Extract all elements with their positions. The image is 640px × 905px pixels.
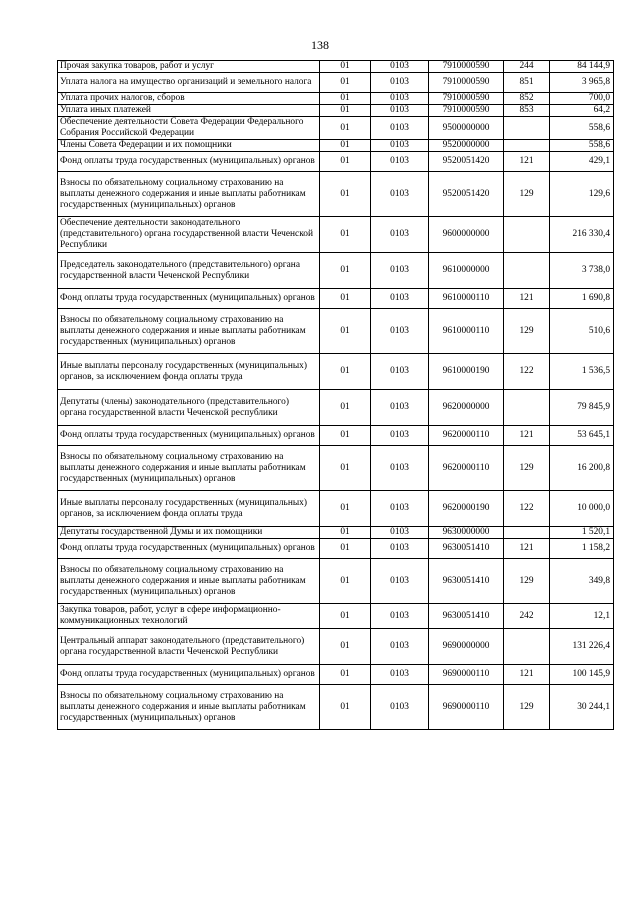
table-row <box>58 140 614 152</box>
cell-amount: 10 000,0 <box>550 491 614 527</box>
cell-name: Члены Совета Федерации и их помощники <box>58 140 320 152</box>
cell-expense-type: 121 <box>504 665 550 685</box>
cell-expense-type: 852 <box>504 93 550 105</box>
cell-name: Обеспечение деятельности Совета Федерации Федерального Собрания Российской Федерации <box>58 117 320 140</box>
cell-target-article: 9630000000 <box>429 527 504 539</box>
cell-subsection: 0103 <box>371 685 429 730</box>
cell-amount: 64,2 <box>550 105 614 117</box>
table-row <box>58 289 614 309</box>
cell-subsection: 0103 <box>371 73 429 93</box>
cell-subsection: 0103 <box>371 172 429 217</box>
cell-expense-type <box>504 390 550 426</box>
cell-section: 01 <box>320 117 371 140</box>
cell-amount: 16 200,8 <box>550 446 614 491</box>
cell-subsection: 0103 <box>371 309 429 354</box>
cell-name: Фонд оплаты труда государственных (муниципальных) органов <box>58 152 320 172</box>
cell-amount: 558,6 <box>550 140 614 152</box>
cell-section: 01 <box>320 629 371 665</box>
cell-section: 01 <box>320 527 371 539</box>
cell-expense-type: 129 <box>504 172 550 217</box>
cell-subsection: 0103 <box>371 527 429 539</box>
cell-amount: 429,1 <box>550 152 614 172</box>
cell-section: 01 <box>320 105 371 117</box>
cell-amount: 3 965,8 <box>550 73 614 93</box>
cell-amount: 700,0 <box>550 93 614 105</box>
cell-target-article: 9620000110 <box>429 446 504 491</box>
cell-target-article: 9620000190 <box>429 491 504 527</box>
cell-amount: 131 226,4 <box>550 629 614 665</box>
cell-target-article: 7910000590 <box>429 93 504 105</box>
cell-target-article: 9610000190 <box>429 354 504 390</box>
table-row <box>58 61 614 73</box>
cell-expense-type: 121 <box>504 426 550 446</box>
cell-name: Взносы по обязательному социальному страхованию на выплаты денежного содержания и иные выплаты работникам государственных (муниципальных) органов <box>58 446 320 491</box>
cell-amount: 3 738,0 <box>550 253 614 289</box>
cell-name: Председатель законодательного (представительного) органа государственной власти Чеченской Республики <box>58 253 320 289</box>
table-row <box>58 73 614 93</box>
cell-subsection: 0103 <box>371 217 429 253</box>
cell-subsection: 0103 <box>371 117 429 140</box>
cell-amount: 53 645,1 <box>550 426 614 446</box>
cell-target-article: 9610000110 <box>429 309 504 354</box>
cell-amount: 100 145,9 <box>550 665 614 685</box>
cell-name: Фонд оплаты труда государственных (муниципальных) органов <box>58 289 320 309</box>
table-row <box>58 309 614 354</box>
table-row <box>58 105 614 117</box>
cell-amount: 216 330,4 <box>550 217 614 253</box>
cell-expense-type: 129 <box>504 446 550 491</box>
cell-subsection: 0103 <box>371 539 429 559</box>
cell-subsection: 0103 <box>371 354 429 390</box>
cell-name: Иные выплаты персоналу государственных (муниципальных) органов, за исключением фонда оплаты труда <box>58 354 320 390</box>
cell-amount: 558,6 <box>550 117 614 140</box>
table-row <box>58 93 614 105</box>
cell-subsection: 0103 <box>371 629 429 665</box>
cell-target-article: 9610000110 <box>429 289 504 309</box>
cell-expense-type: 129 <box>504 309 550 354</box>
table-row <box>58 253 614 289</box>
cell-amount: 30 244,1 <box>550 685 614 730</box>
cell-section: 01 <box>320 604 371 629</box>
cell-section: 01 <box>320 253 371 289</box>
table-row <box>58 685 614 730</box>
cell-target-article: 9630051410 <box>429 604 504 629</box>
cell-target-article: 7910000590 <box>429 105 504 117</box>
cell-amount: 1 520,1 <box>550 527 614 539</box>
cell-name: Иные выплаты персоналу государственных (муниципальных) органов, за исключением фонда оплаты труда <box>58 491 320 527</box>
cell-amount: 1 690,8 <box>550 289 614 309</box>
cell-section: 01 <box>320 426 371 446</box>
cell-expense-type: 242 <box>504 604 550 629</box>
page-number: 138 <box>311 38 329 52</box>
cell-section: 01 <box>320 61 371 73</box>
budget-table-body <box>58 61 614 730</box>
cell-target-article: 9500000000 <box>429 117 504 140</box>
cell-name: Прочая закупка товаров, работ и услуг <box>58 61 320 73</box>
cell-subsection: 0103 <box>371 390 429 426</box>
cell-name: Обеспечение деятельности законодательного (представительного) органа государственной власти Чеченской Республики <box>58 217 320 253</box>
cell-section: 01 <box>320 685 371 730</box>
cell-name: Уплата налога на имущество организаций и земельного налога <box>58 73 320 93</box>
cell-expense-type <box>504 629 550 665</box>
table-row <box>58 446 614 491</box>
cell-expense-type: 122 <box>504 354 550 390</box>
cell-amount: 1 158,2 <box>550 539 614 559</box>
cell-section: 01 <box>320 665 371 685</box>
cell-section: 01 <box>320 93 371 105</box>
cell-expense-type <box>504 117 550 140</box>
cell-name: Взносы по обязательному социальному страхованию на выплаты денежного содержания и иные выплаты работникам государственных (муниципальных) органов <box>58 172 320 217</box>
table-row <box>58 629 614 665</box>
cell-target-article: 9600000000 <box>429 217 504 253</box>
cell-section: 01 <box>320 73 371 93</box>
cell-target-article: 9620000110 <box>429 426 504 446</box>
table-row <box>58 117 614 140</box>
cell-name: Уплата прочих налогов, сборов <box>58 93 320 105</box>
cell-name: Депутаты (члены) законодательного (представительного) органа государственной власти Чеченской республики <box>58 390 320 426</box>
cell-expense-type <box>504 217 550 253</box>
cell-target-article: 9690000110 <box>429 665 504 685</box>
cell-name: Фонд оплаты труда государственных (муниципальных) органов <box>58 539 320 559</box>
table-row <box>58 527 614 539</box>
budget-table <box>57 60 614 730</box>
cell-amount: 349,8 <box>550 559 614 604</box>
cell-section: 01 <box>320 152 371 172</box>
cell-amount: 510,6 <box>550 309 614 354</box>
table-row <box>58 390 614 426</box>
cell-subsection: 0103 <box>371 604 429 629</box>
cell-expense-type: 851 <box>504 73 550 93</box>
table-row <box>58 604 614 629</box>
cell-section: 01 <box>320 354 371 390</box>
cell-section: 01 <box>320 491 371 527</box>
cell-amount: 1 536,5 <box>550 354 614 390</box>
cell-name: Взносы по обязательному социальному страхованию на выплаты денежного содержания и иные выплаты работникам государственных (муниципальных) органов <box>58 685 320 730</box>
cell-subsection: 0103 <box>371 289 429 309</box>
cell-expense-type: 121 <box>504 152 550 172</box>
cell-expense-type: 853 <box>504 105 550 117</box>
cell-section: 01 <box>320 539 371 559</box>
cell-target-article: 9520051420 <box>429 172 504 217</box>
cell-target-article: 9520051420 <box>429 152 504 172</box>
table-row <box>58 354 614 390</box>
cell-expense-type <box>504 527 550 539</box>
cell-amount: 79 845,9 <box>550 390 614 426</box>
cell-subsection: 0103 <box>371 559 429 604</box>
cell-expense-type <box>504 253 550 289</box>
cell-expense-type: 129 <box>504 685 550 730</box>
cell-target-article: 7910000590 <box>429 61 504 73</box>
table-row <box>58 217 614 253</box>
cell-target-article: 9610000000 <box>429 253 504 289</box>
cell-name: Депутаты государственной Думы и их помощники <box>58 527 320 539</box>
cell-name: Взносы по обязательному социальному страхованию на выплаты денежного содержания и иные выплаты работникам государственных (муниципальных) органов <box>58 309 320 354</box>
cell-expense-type: 121 <box>504 539 550 559</box>
cell-section: 01 <box>320 172 371 217</box>
cell-subsection: 0103 <box>371 152 429 172</box>
cell-target-article: 9620000000 <box>429 390 504 426</box>
cell-section: 01 <box>320 217 371 253</box>
cell-section: 01 <box>320 140 371 152</box>
table-row <box>58 559 614 604</box>
cell-expense-type: 244 <box>504 61 550 73</box>
cell-subsection: 0103 <box>371 105 429 117</box>
cell-section: 01 <box>320 289 371 309</box>
cell-subsection: 0103 <box>371 665 429 685</box>
cell-subsection: 0103 <box>371 61 429 73</box>
table-row <box>58 491 614 527</box>
cell-name: Фонд оплаты труда государственных (муниципальных) органов <box>58 426 320 446</box>
cell-target-article: 7910000590 <box>429 73 504 93</box>
cell-expense-type <box>504 140 550 152</box>
cell-target-article: 9630051410 <box>429 539 504 559</box>
cell-target-article: 9520000000 <box>429 140 504 152</box>
cell-subsection: 0103 <box>371 93 429 105</box>
table-row <box>58 172 614 217</box>
cell-name: Взносы по обязательному социальному страхованию на выплаты денежного содержания и иные выплаты работникам государственных (муниципальных) органов <box>58 559 320 604</box>
cell-subsection: 0103 <box>371 426 429 446</box>
cell-section: 01 <box>320 309 371 354</box>
cell-expense-type: 121 <box>504 289 550 309</box>
cell-target-article: 9630051410 <box>429 559 504 604</box>
cell-subsection: 0103 <box>371 446 429 491</box>
cell-name: Уплата иных платежей <box>58 105 320 117</box>
cell-subsection: 0103 <box>371 491 429 527</box>
cell-section: 01 <box>320 446 371 491</box>
cell-amount: 12,1 <box>550 604 614 629</box>
cell-expense-type: 122 <box>504 491 550 527</box>
cell-amount: 84 144,9 <box>550 61 614 73</box>
table-row <box>58 152 614 172</box>
cell-target-article: 9690000000 <box>429 629 504 665</box>
cell-amount: 129,6 <box>550 172 614 217</box>
cell-name: Центральный аппарат законодательного (представительного) органа государственной власти Чеченской Республики <box>58 629 320 665</box>
cell-name: Фонд оплаты труда государственных (муниципальных) органов <box>58 665 320 685</box>
cell-subsection: 0103 <box>371 140 429 152</box>
cell-subsection: 0103 <box>371 253 429 289</box>
cell-name: Закупка товаров, работ, услуг в сфере информационно-коммуникационных технологий <box>58 604 320 629</box>
cell-expense-type: 129 <box>504 559 550 604</box>
cell-section: 01 <box>320 390 371 426</box>
cell-section: 01 <box>320 559 371 604</box>
table-row <box>58 665 614 685</box>
cell-target-article: 9690000110 <box>429 685 504 730</box>
table-row <box>58 539 614 559</box>
table-row <box>58 426 614 446</box>
